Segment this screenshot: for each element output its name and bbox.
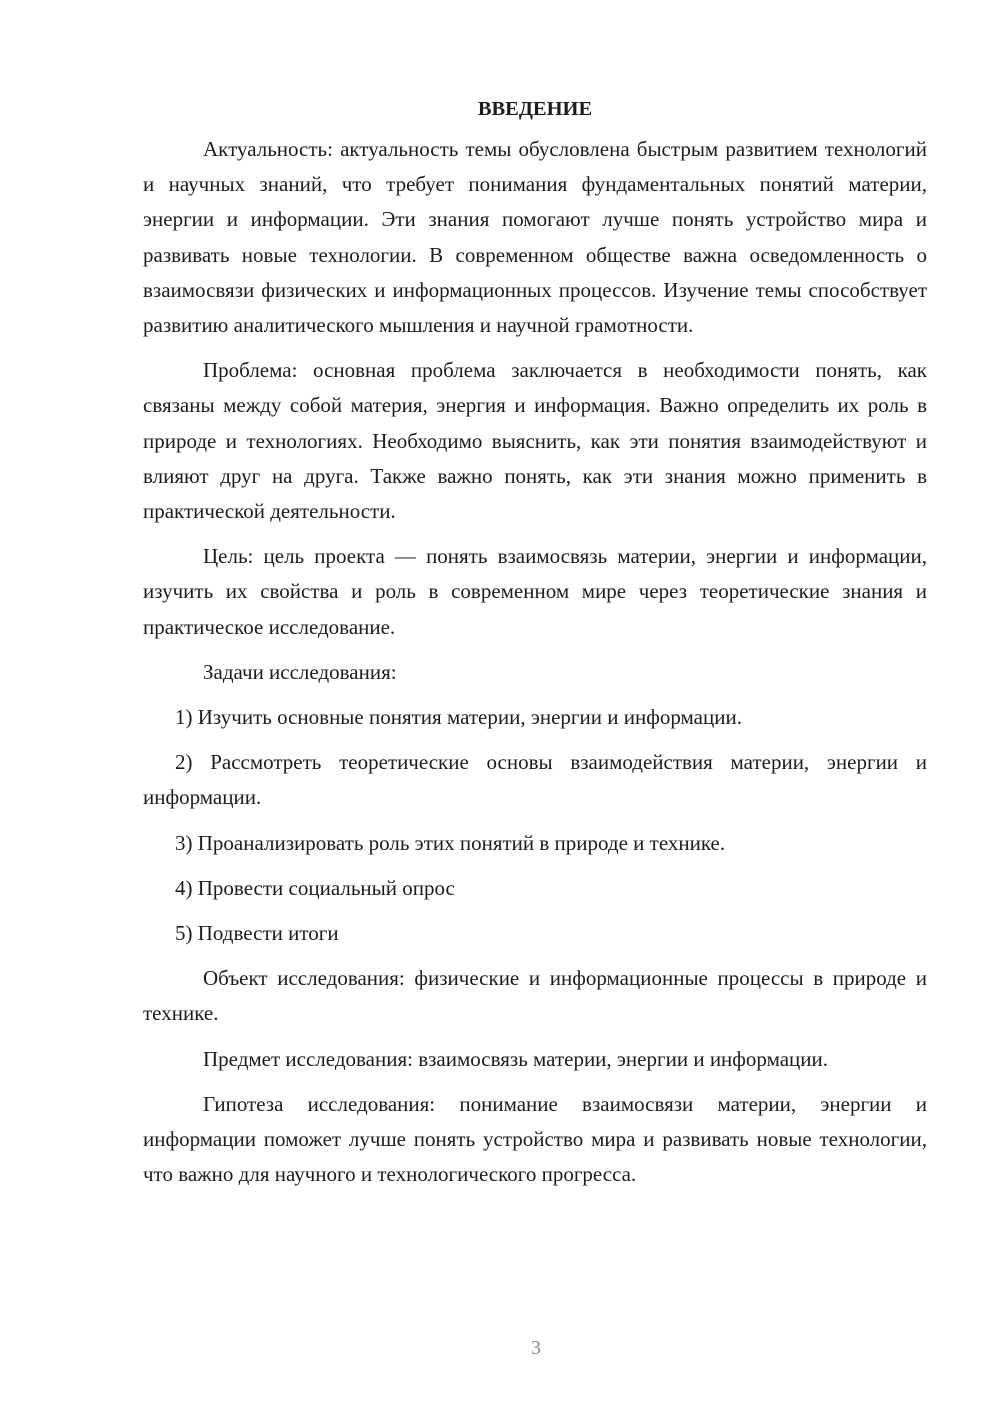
page-number: 3 [531, 1337, 541, 1359]
task-item-2: 2) Рассмотреть теоретические основы взаимодействия материи, энергии и информации. [143, 750, 927, 810]
paragraph-goal: Цель: цель проекта — понять взаимосвязь материи, энергии и информации, изучить их свойства и роль в современном мире через теоретические знания и практическое исследование. [143, 544, 927, 639]
paragraph-subject: Предмет исследования: взаимосвязь материи, энергии и информации. [203, 1046, 829, 1071]
task-item-3: 3) Проанализировать роль этих понятий в природе и технике. [175, 830, 726, 855]
task-item-5: 5) Подвести итоги [175, 921, 339, 946]
page-content [143, 92, 927, 1202]
section-title: ВВЕДЕНИЕ [477, 98, 593, 120]
paragraph-relevance: Актуальность: актуальность темы обусловлена быстрым развитием технологий и научных знаний, что требует понимания фундаментальных понятий материи, энергии и информации. Эти знания помогают лучше понять устройство мира и развивать новые технологии. В современном обществе важна осведомленность о взаимосвязи физических и информационных процессов. Изучение темы способствует развитию аналитического мышления и научной грамотности. [143, 137, 927, 338]
paragraph-hypothesis: Гипотеза исследования: понимание взаимосвязи материи, энергии и информации поможет лучше понять устройство мира и развивать новые технологии, что важно для научного и технологического прогресса. [143, 1091, 927, 1187]
task-item-4: 4) Провести социальный опрос [175, 875, 455, 900]
tasks-heading: Задачи исследования: [203, 659, 397, 684]
task-item-1: 1) Изучить основные понятия материи, энергии и информации. [175, 705, 742, 730]
paragraph-object: Объект исследования: физические и информационные процессы в природе и технике. [143, 966, 927, 1026]
paragraph-problem: Проблема: основная проблема заключается в необходимости понять, как связаны между собой материя, энергия и информация. Важно определить их роль в природе и технологиях. Необходимо выяснить, как эти понятия взаимодействуют и влияют друг на друга. Также важно понять, как эти знания можно применить в практической деятельности. [143, 358, 927, 524]
